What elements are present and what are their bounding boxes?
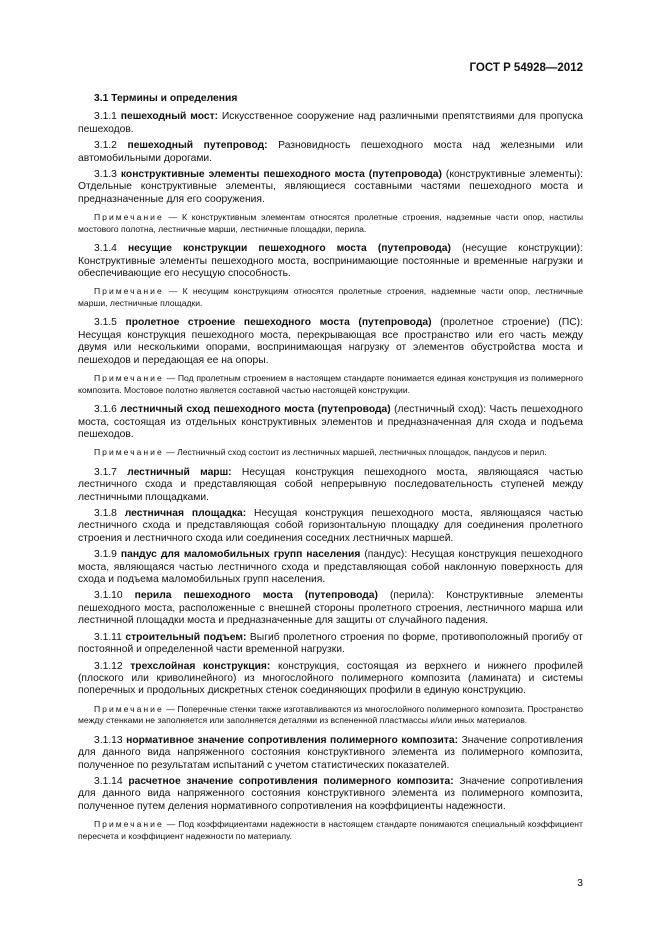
term-3-1-3: 3.1.3 конструктивные элементы пешеходного моста (путепровода) (конструктивные элементы): Отдельные конструктивные элементы, являющиеся составными частями пешеходного моста и предназначенные для его сооружения. bbox=[78, 169, 583, 205]
term-3-1-13: 3.1.13 нормативное значение сопротивления полимерного композита: Значение сопротивления для данного вида напряженного состояния конструктивного элемента из полимерного композита, полученное по результатам испытаний с учетом статистических показателей. bbox=[78, 734, 583, 771]
term-3-1-11: 3.1.11 строительный подъем: Выгиб пролетного строения по форме, противоположный прогибу от постоянной и определенной части временной нагрузки. bbox=[78, 631, 583, 656]
term-3-1-2: 3.1.2 пешеходный путепровод: Разновидность пешеходного моста над железными или автомобильными дорогами. bbox=[78, 140, 583, 164]
note-3-1-12: Примечание — Поперечные стенки также изготавливаются из многослойного полимерного композита. Пространство между стенками не заполняется или заполняется деталями из вспененной пластмассы и/или иных материалов. bbox=[78, 703, 583, 726]
page-number: 3 bbox=[577, 877, 583, 889]
note-3-1-5: Примечание — Под пролетным строением в настоящем стандарте понимается единая конструкция из полимерного композита. Мостовое полотно является составной частью настоящей конструкции. bbox=[78, 373, 583, 395]
term-3-1-4: 3.1.4 несущие конструкции пешеходного моста (путепровода) (несущие конструкции): Конструктивные элементы пешеходного моста, воспринимающие постоянные и временные нагрузки и обеспечивающие его несущую способность. bbox=[78, 243, 583, 280]
note-3-1-14: Примечание — Под коэффициентами надежности в настоящем стандарте понимаются специальный коэффициент пересчета и коэффициент надежности по материалу. bbox=[78, 819, 583, 841]
note-3-1-6: Примечание — Лестничный сход состоит из лестничных маршей, лестничных площадок, пандусов и перил. bbox=[94, 447, 547, 458]
note-3-1-3: Примечание — К конструктивным элементам относятся пролетные строения, надземные части опор, настилы мостового полотна, лестничные марши, лестничные площадки, перила. bbox=[78, 212, 583, 234]
term-3-1-9: 3.1.9 пандус для маломобильных групп населения (пандус): Несущая конструкция пешеходного моста, являющаяся частью лестничного схода и представляющая собой наклонную поверхность для схода и подъема маломобильных групп населения. bbox=[78, 549, 583, 586]
term-3-1-7: 3.1.7 лестничный марш: Несущая конструкция пешеходного моста, являющаяся частью лестничного схода и представляющая собой непрерывную последовательность ступеней между лестничными площадками. bbox=[78, 466, 583, 503]
note-3-1-4: Примечание — К несущим конструкциям относятся пролетные строения, надземные части опор, лестничные марши, лестничные площадки. bbox=[78, 286, 583, 308]
term-3-1-12: 3.1.12 трехслойная конструкция: конструкция, состоящая из верхнего и нижнего профилей (плоского или криволинейного) из многослойного полимерного композита (ламината) и системы поперечных и продольных дискретных стенок соединяющих профили в единую конструкцию. bbox=[78, 660, 583, 697]
term-3-1-10: 3.1.10 перила пешеходного моста (путепровода) (перила): Конструктивные элементы пешеходного моста, расположенные с внешней стороны пролетного строения, лестничного марша или лестничной площадки моста и предназначенные для защиты от случайного падения. bbox=[78, 590, 583, 627]
document-content bbox=[78, 93, 583, 850]
section-title: 3.1 Термины и определения bbox=[94, 93, 238, 104]
term-3-1-1: 3.1.1 пешеходный мост: Искусственное сооружение над различными препятствиями для пропуска пешеходов. bbox=[78, 111, 583, 135]
term-3-1-5: 3.1.5 пролетное строение пешеходного моста (путепровода) (пролетное строение) (ПС): Несущая конструкция пешеходного моста, перекрывающая все пространство или его часть между двумя или несколькими опорами, воспринимающая нагрузку от элементов обустройства моста и пешеходов и передающая ее на опоры. bbox=[78, 317, 583, 366]
term-3-1-8: 3.1.8 лестничная площадка: Несущая конструкция пешеходного моста, являющаяся частью лестничного схода и представляющая собой горизонтальную площадку для соединения пролетного строения и лестничного схода или соединения соседних лестничных маршей. bbox=[78, 508, 583, 544]
term-3-1-14: 3.1.14 расчетное значение сопротивления полимерного композита: Значение сопротивления для данного вида напряженного состояния конструктивного элемента из полимерного композита, полученное путем деления нормативного сопротивления на коэффициенты надежности. bbox=[78, 775, 583, 812]
term-3-1-6: 3.1.6 лестничный сход пешеходного моста (путепровода) (лестничный сход): Часть пешеходного моста, состоящая из отдельных конструктивных элементов и предназначенная для схода и подъема пешеходов. bbox=[78, 404, 583, 440]
standard-code: ГОСТ Р 54928—2012 bbox=[469, 62, 583, 74]
